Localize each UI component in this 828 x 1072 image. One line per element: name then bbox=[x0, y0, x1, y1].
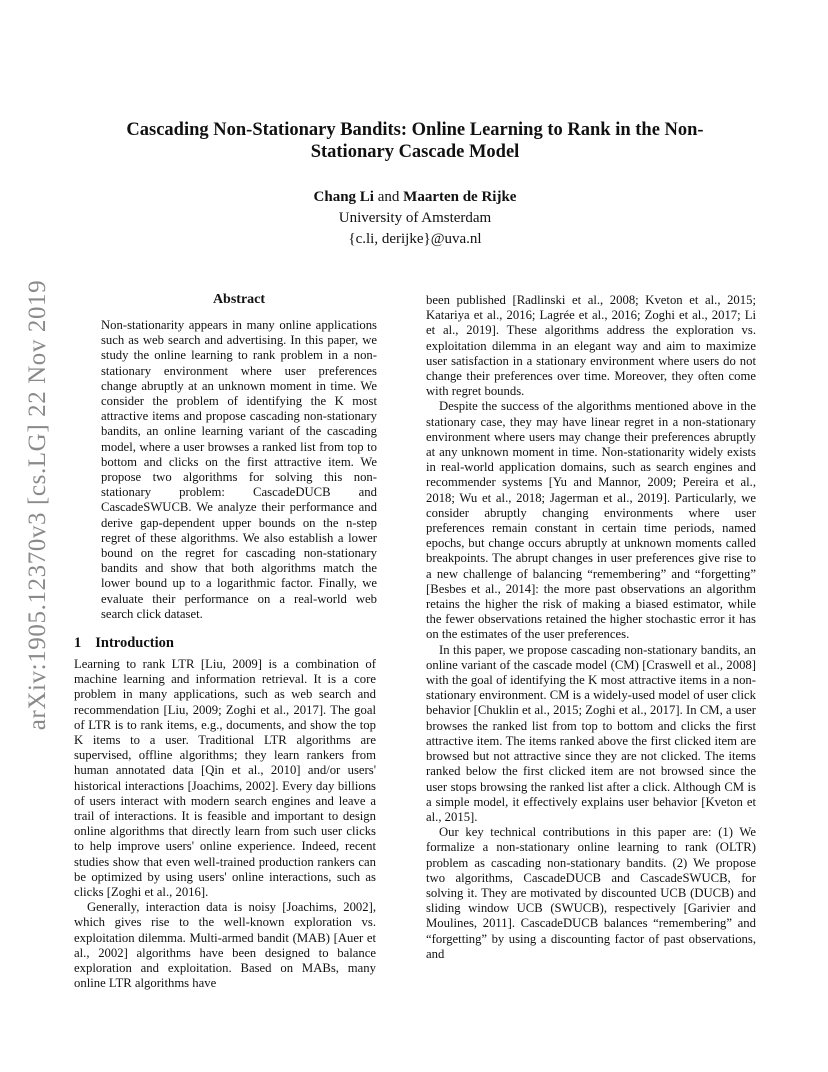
abstract-heading: Abstract bbox=[212, 292, 266, 307]
abstract-text: Non-stationarity appears in many online applications such as web search and advertising. In this paper, we study the online learning to rank problem in a non-stationary environment where user preferences change abruptly at an unknown moment in time. We consider the problem of identifying the K most attractive items and propose cascading non-stationary bandits, an online learning variant of the cascading model, where a user browses a ranked list from top to bottom and clicks on the first attractive item. We propose two algorithms for solving this non-stationary problem: CascadeDUCB and CascadeSWUCB. We analyze their performance and derive gap-dependent upper bounds on the n-step regret of these algorithms. We also establish a lower bound on the regret for cascading non-stationary bandits and show that both algorithms match the lower bound up to a logarithmic factor. Finally, we evaluate their performance on a real-world web search click dataset. bbox=[101, 318, 377, 621]
body-paragraph: Despite the success of the algorithms mentioned above in the stationary case, they may have linear regret in a non-stationary environment where users may change their preferences abruptly at any unknown moment in time. Non-stationarity widely exists in real-world application domains, such as search engines and recommender systems [Yu and Mannor, 2009; Pereira et al., 2018; Wu et al., 2018; Jagerman et al., 2019]. Particularly, we consider abruptly changing environments where user preferences remain constant in certain time periods, named epochs, but change occurs abruptly at unknown moments called breakpoints. The abrupt changes in user preferences give rise to a new challenge of balancing “remembering” and “forgetting” [Besbes et al., 2014]: the more past observations an algorithm retains the higher the risk of making a biased estimator, while the fewer observations retained the higher stochastic error it has on the estimates of the user preferences. bbox=[426, 399, 756, 642]
email: {c.li, derijke}@uva.nl bbox=[348, 231, 482, 247]
paper-title: Cascading Non-Stationary Bandits: Online Learning to Rank in the Non-Stationary Cascade Model bbox=[126, 120, 704, 162]
section-number: 1 bbox=[74, 635, 82, 651]
body-paragraph: Our key technical contributions in this paper are: (1) We formalize a non-stationary online learning to rank (OLTR) problem as cascading non-stationary bandits. (2) We propose two algorithms, CascadeDUCB and CascadeSWUCB, for solving it. They are motivated by discounted UCB (DUCB) and sliding window UCB (SWUCB), respectively [Garivier and Moulines, 2011]. CascadeDUCB balances “remembering” and “forgetting” by using a discounting factor of past observations, and bbox=[426, 825, 756, 961]
author-name: Maarten de Rijke bbox=[403, 189, 517, 205]
arxiv-sidebar-stamp bbox=[18, 280, 58, 730]
body-paragraph: Generally, interaction data is noisy [Joachims, 2002], which gives rise to the well-known exploration vs. exploitation dilemma. Multi-armed bandit (MAB) [Auer et al., 2002] algorithms have been designed to balance exploration and exploitation. Based on MABs, many online LTR algorithms have bbox=[74, 900, 376, 991]
author-line bbox=[100, 187, 730, 208]
body-paragraph: In this paper, we propose cascading non-stationary bandits, an online variant of the cascade model (CM) [Craswell et al., 2008] with the goal of identifying the K most attractive items in a non-stationary environment. CM is a widely-used model of user click behavior [Chuklin et al., 2015; Zoghi et al., 2017]. In CM, a user browses the ranked list from top to bottom and clicks the first attractive item. The items ranked above the first clicked item are browsed but not attractive since they are not clicked. The items ranked below the first clicked item are not browsed since the user stops browsing the ranked list after a click. Although CM is a simple model, it effectively explains user behavior [Kveton et al., 2015]. bbox=[426, 642, 756, 824]
abstract-body bbox=[101, 318, 377, 622]
author-block bbox=[100, 187, 730, 250]
arxiv-identifier: arXiv:1905.12370v3 [cs.LG] 22 Nov 2019 bbox=[24, 279, 51, 731]
body-paragraph: been published [Radlinski et al., 2008; Kveton et al., 2015; Katariya et al., 2016; Lagrée et al., 2016; Zoghi et al., 2017; Li et al., 2019]. These algorithms address the exploration vs. exploitation dilemma in an elegant way and aim to maximize user satisfaction in a stationary environment where users do not change their preferences over time. Moreover, they often come with regret bounds. bbox=[426, 293, 756, 399]
author-conjunction: and bbox=[377, 189, 400, 205]
body-paragraph: Learning to rank LTR [Liu, 2009] is a combination of machine learning and information retrieval. It is a core problem in many applications, such as web search and recommendation [Liu, 2009; Zoghi et al., 2017]. The goal of LTR is to rank items, e.g., documents, and show the top K items to a user. Traditional LTR algorithms are supervised, offline algorithms; they learn rankers from human annotated data [Qin et al., 2010] and/or users' historical interactions [Joachims, 2002]. Every day billions of users interact with modern search engines and leave a trail of interactions. It is feasible and important to design online algorithms that directly learn from such user clicks to help improve users' online experience. Indeed, recent studies show that even well-trained production rankers can be optimized by using users' online interactions, such as clicks [Zoghi et al., 2016]. bbox=[74, 657, 376, 900]
intro-column-left bbox=[74, 657, 376, 991]
section-heading bbox=[74, 635, 174, 652]
section-title: Introduction bbox=[95, 635, 174, 651]
affiliation: University of Amsterdam bbox=[338, 210, 492, 226]
intro-column-right bbox=[426, 293, 756, 962]
author-name: Chang Li bbox=[313, 189, 374, 205]
